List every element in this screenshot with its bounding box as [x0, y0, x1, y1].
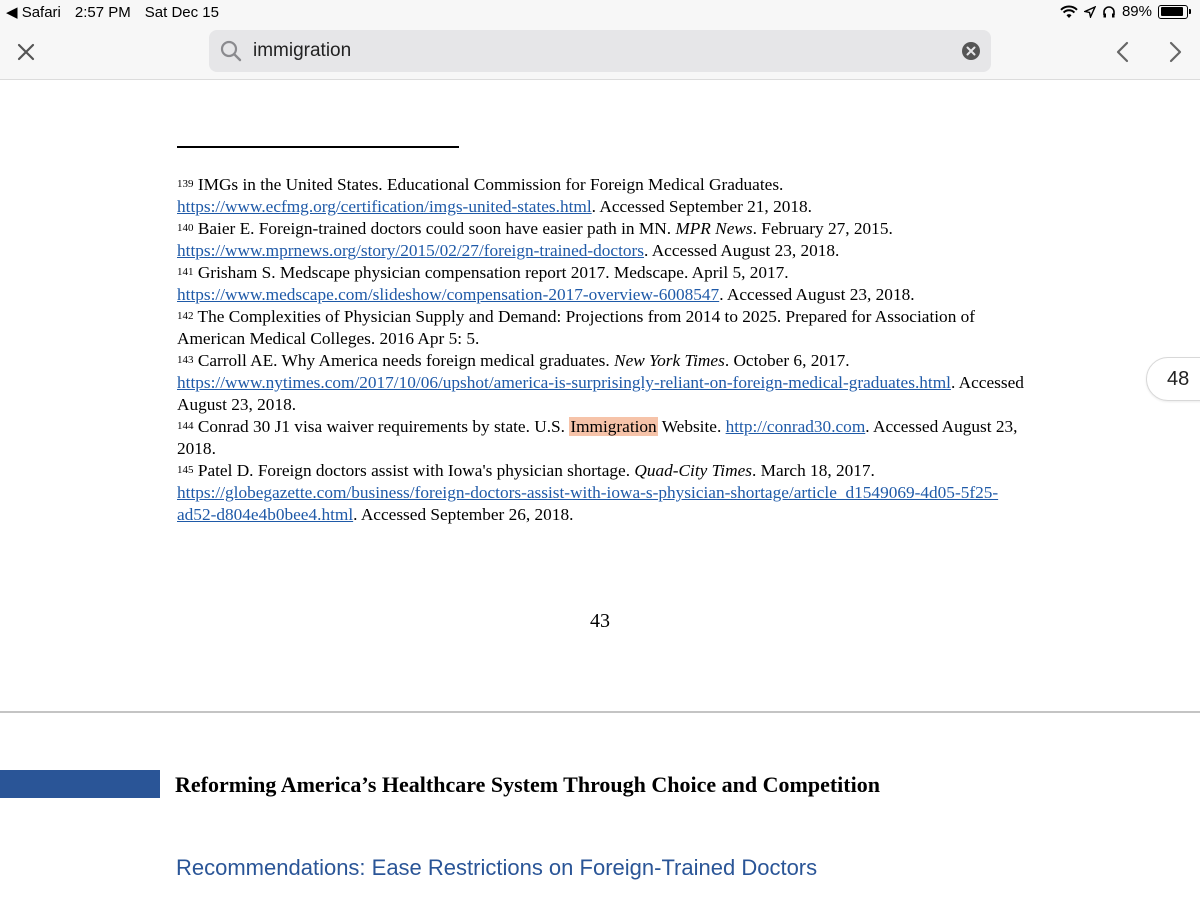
- footnote-143: [177, 350, 1027, 416]
- status-bar: [0, 0, 1200, 24]
- section-title: Recommendations: Ease Restrictions on Foreign-Trained Doctors: [176, 855, 818, 880]
- footnotes-list: [177, 174, 1027, 526]
- previous-result-chevron-left-icon[interactable]: [1110, 38, 1136, 66]
- back-to-app-link[interactable]: ◀ Safari: [6, 4, 61, 21]
- status-time: 2:57 PM: [74, 3, 131, 21]
- footnote-141: [177, 262, 1027, 306]
- battery-level-fill: [1161, 7, 1183, 16]
- footnote-number: 145: [177, 464, 194, 476]
- footnote-text: . Accessed August 23, 2018.: [644, 241, 840, 260]
- search-toolbar: [0, 24, 1200, 80]
- page-indicator-tab[interactable]: [1146, 357, 1200, 401]
- close-icon[interactable]: [12, 38, 40, 66]
- footnote-separator-rule: [177, 146, 459, 148]
- document-header: Reforming America’s Healthcare System Through Choice and Competition: [175, 772, 880, 797]
- status-left: [6, 3, 219, 21]
- search-box: [209, 30, 991, 72]
- search-match-highlight[interactable]: Immigration: [570, 417, 657, 436]
- footnote-142: [177, 306, 1027, 350]
- footnote-text: . March 18, 2017.: [751, 461, 875, 480]
- page-number: 43: [590, 610, 610, 632]
- footnote-number: 141: [177, 266, 194, 278]
- header-accent-bar: [0, 770, 160, 798]
- battery-icon: [1158, 5, 1188, 19]
- footnote-number: 144: [177, 420, 194, 432]
- footnote-link[interactable]: https://www.mprnews.org/story/2015/02/27/foreign-trained-doctors: [177, 241, 645, 260]
- footnote-link[interactable]: https://www.ecfmg.org/certification/imgs-united-states.html: [177, 197, 592, 216]
- footnote-link[interactable]: https://globegazette.com/business/foreign-doctors-assist-with-iowa-s-physician-shortage/article_d1549069-4d05-5f25-ad52-d804e4b0bee4.html: [177, 483, 999, 524]
- footnote-text: . Accessed August 23, 2018.: [177, 373, 1024, 414]
- footnote-text: . October 6, 2017.: [724, 351, 850, 370]
- footnote-text: . Accessed August 23, 2018.: [177, 417, 1018, 458]
- footnote-140: [177, 218, 1027, 262]
- footnote-link[interactable]: http://conrad30.com: [725, 417, 866, 436]
- footnote-text: Website.: [661, 417, 722, 436]
- footnote-text: Baier E. Foreign-trained doctors could soon have easier path in MN.: [197, 219, 672, 238]
- search-icon: [219, 39, 243, 63]
- footnote-text: . Accessed September 21, 2018.: [591, 197, 812, 216]
- battery-percent: 89%: [1121, 3, 1152, 20]
- footnote-text: Grisham S. Medscape physician compensation report 2017. Medscape. April 5, 2017.: [197, 263, 789, 282]
- footnote-text: Carroll AE. Why America needs foreign medical graduates.: [197, 351, 610, 370]
- footnote-publication: Quad-City Times: [634, 461, 752, 480]
- clear-search-icon[interactable]: [961, 41, 981, 61]
- page-indicator-label: 48: [1167, 367, 1190, 390]
- footnote-text: . Accessed September 26, 2018.: [353, 505, 574, 524]
- headphones-icon: [1102, 5, 1116, 19]
- page-separator: [0, 711, 1200, 713]
- footnote-text: . February 27, 2015.: [752, 219, 893, 238]
- footnote-publication: New York Times: [614, 351, 725, 370]
- location-icon: [1084, 6, 1096, 18]
- footnote-number: 140: [177, 222, 194, 234]
- search-input[interactable]: [253, 30, 943, 72]
- next-result-chevron-right-icon[interactable]: [1162, 38, 1188, 66]
- footnote-text: . Accessed August 23, 2018.: [719, 285, 915, 304]
- status-date: Sat Dec 15: [144, 3, 219, 21]
- footnote-number: 143: [177, 354, 194, 366]
- footnote-publication: MPR News: [675, 219, 753, 238]
- footnote-text: Patel D. Foreign doctors assist with Iowa's physician shortage.: [197, 461, 631, 480]
- footnote-145: [177, 460, 1027, 526]
- footnote-number: 142: [177, 310, 194, 322]
- footnote-text: Conrad 30 J1 visa waiver requirements by state. U.S.: [197, 417, 565, 436]
- wifi-icon: [1060, 5, 1078, 19]
- footnote-link[interactable]: https://www.nytimes.com/2017/10/06/upshot/america-is-surprisingly-reliant-on-foreign-medical-graduates.html: [177, 373, 951, 392]
- footnote-link[interactable]: https://www.medscape.com/slideshow/compensation-2017-overview-6008547: [177, 285, 720, 304]
- footnote-139: [177, 174, 1027, 218]
- footnote-text: The Complexities of Physician Supply and Demand: Projections from 2014 to 2025. Prepared for Association of American Medical Colleges. 2016 Apr 5: 5.: [177, 307, 976, 348]
- footnote-text: IMGs in the United States. Educational Commission for Foreign Medical Graduates.: [197, 175, 784, 194]
- status-right: [1060, 3, 1188, 20]
- footnote-number: 139: [177, 178, 194, 190]
- footnote-144: [177, 416, 1027, 460]
